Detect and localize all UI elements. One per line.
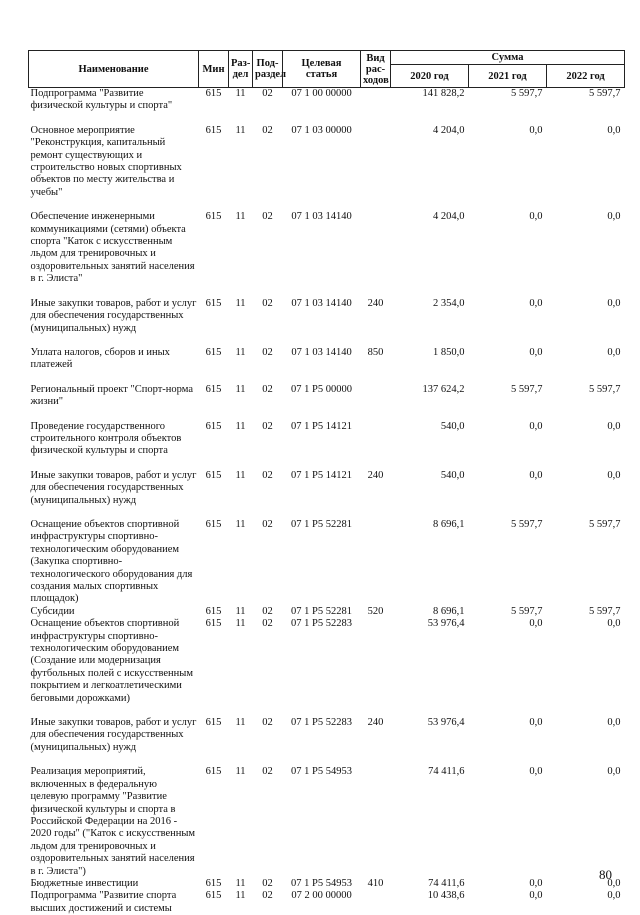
table-row <box>29 347 625 384</box>
cell-cel: 07 1 03 00000 <box>283 125 361 211</box>
table-row <box>29 384 625 421</box>
cell-podrazdel: 02 <box>253 298 283 347</box>
cell-sum-2020: 53 976,4 <box>391 717 469 766</box>
cell-podrazdel: 02 <box>253 421 283 470</box>
cell-min: 615 <box>199 88 229 125</box>
cell-vid <box>361 384 391 421</box>
cell-sum-2022: 0,0 <box>547 890 625 915</box>
cell-cel: 07 1 03 14140 <box>283 211 361 297</box>
cell-sum-2021: 0,0 <box>469 890 547 915</box>
cell-sum-2022: 0,0 <box>547 717 625 766</box>
cell-sum-2020: 53 976,4 <box>391 618 469 717</box>
cell-razdel: 11 <box>229 470 253 519</box>
cell-sum-2020: 540,0 <box>391 470 469 519</box>
cell-cel: 07 1 P5 00000 <box>283 384 361 421</box>
cell-sum-2021: 0,0 <box>469 211 547 297</box>
cell-vid <box>361 519 391 606</box>
cell-razdel: 11 <box>229 519 253 606</box>
cell-vid <box>361 890 391 915</box>
cell-sum-2022: 0,0 <box>547 211 625 297</box>
cell-sum-2021: 5 597,7 <box>469 384 547 421</box>
cell-min: 615 <box>199 766 229 878</box>
cell-cel: 07 1 P5 14121 <box>283 421 361 470</box>
budget-table-sheet <box>28 50 624 915</box>
cell-razdel: 11 <box>229 766 253 878</box>
cell-podrazdel: 02 <box>253 618 283 717</box>
cell-name: Реализация мероприятий, включенных в федеральную целевую программу "Развитие физической культуры и спорта в Российской Федерации на 2016 - 2020 годы" ("Каток с искусственным льдом для тренировочных и оздоровительных занятий населения в г. Элиста") <box>29 766 199 878</box>
cell-min: 615 <box>199 878 229 890</box>
cell-min: 615 <box>199 347 229 384</box>
cell-podrazdel: 02 <box>253 347 283 384</box>
cell-podrazdel: 02 <box>253 766 283 878</box>
header-min: Мин <box>199 51 229 88</box>
cell-cel: 07 1 03 14140 <box>283 347 361 384</box>
cell-sum-2020: 10 438,6 <box>391 890 469 915</box>
table-row <box>29 766 625 878</box>
table-row <box>29 421 625 470</box>
cell-razdel: 11 <box>229 878 253 890</box>
cell-name: Обеспечение инженерными коммуникациями (сетями) объекта спорта "Каток с искусственным льдом для тренировочных и оздоровительных занятий населения в г. Элиста" <box>29 211 199 297</box>
cell-sum-2022: 0,0 <box>547 347 625 384</box>
cell-vid: 410 <box>361 878 391 890</box>
cell-min: 615 <box>199 384 229 421</box>
cell-cel: 07 1 P5 52283 <box>283 717 361 766</box>
cell-sum-2020: 8 696,1 <box>391 519 469 606</box>
cell-sum-2021: 0,0 <box>469 470 547 519</box>
cell-sum-2021: 0,0 <box>469 618 547 717</box>
cell-vid: 240 <box>361 717 391 766</box>
cell-razdel: 11 <box>229 88 253 125</box>
cell-sum-2020: 4 204,0 <box>391 125 469 211</box>
header-year-2021: 2021 год <box>469 65 547 88</box>
cell-podrazdel: 02 <box>253 211 283 297</box>
cell-sum-2020: 74 411,6 <box>391 766 469 878</box>
table-row <box>29 717 625 766</box>
cell-sum-2022: 0,0 <box>547 125 625 211</box>
cell-sum-2020: 8 696,1 <box>391 606 469 618</box>
cell-sum-2020: 137 624,2 <box>391 384 469 421</box>
header-name: Наименование <box>29 51 199 88</box>
cell-cel: 07 1 P5 54953 <box>283 878 361 890</box>
cell-min: 615 <box>199 618 229 717</box>
cell-razdel: 11 <box>229 717 253 766</box>
cell-sum-2021: 0,0 <box>469 347 547 384</box>
budget-table <box>28 50 625 915</box>
cell-sum-2021: 0,0 <box>469 298 547 347</box>
cell-razdel: 11 <box>229 298 253 347</box>
cell-vid: 850 <box>361 347 391 384</box>
cell-vid <box>361 211 391 297</box>
cell-sum-2021: 5 597,7 <box>469 519 547 606</box>
cell-sum-2022: 5 597,7 <box>547 606 625 618</box>
cell-name: Субсидии <box>29 606 199 618</box>
cell-sum-2022: 5 597,7 <box>547 88 625 125</box>
cell-name: Проведение государственного строительного контроля объектов физической культуры и спорта <box>29 421 199 470</box>
table-row <box>29 618 625 717</box>
cell-vid: 240 <box>361 470 391 519</box>
header-podrazdel: Под-раздел <box>253 51 283 88</box>
cell-min: 615 <box>199 606 229 618</box>
cell-vid <box>361 88 391 125</box>
cell-cel: 07 1 P5 54953 <box>283 766 361 878</box>
cell-name: Иные закупки товаров, работ и услуг для обеспечения государственных (муниципальных) нужд <box>29 470 199 519</box>
cell-sum-2020: 4 204,0 <box>391 211 469 297</box>
cell-name: Оснащение объектов спортивной инфраструктуры спортивно-технологическим оборудованием (Закупка спортивно-технологического оборудования для создания малых спортивных площадок) <box>29 519 199 606</box>
cell-sum-2021: 5 597,7 <box>469 88 547 125</box>
cell-sum-2021: 5 597,7 <box>469 606 547 618</box>
cell-razdel: 11 <box>229 618 253 717</box>
cell-razdel: 11 <box>229 211 253 297</box>
header-vid: Вид рас-ходов <box>361 51 391 88</box>
cell-sum-2022: 0,0 <box>547 298 625 347</box>
cell-min: 615 <box>199 298 229 347</box>
cell-sum-2022: 0,0 <box>547 878 625 890</box>
table-row <box>29 88 625 125</box>
cell-min: 615 <box>199 717 229 766</box>
header-cel: Целевая статья <box>283 51 361 88</box>
table-row <box>29 890 625 915</box>
cell-name: Подпрограмма "Развитие физической культуры и спорта" <box>29 88 199 125</box>
cell-sum-2021: 0,0 <box>469 125 547 211</box>
cell-razdel: 11 <box>229 421 253 470</box>
table-row <box>29 519 625 606</box>
cell-podrazdel: 02 <box>253 125 283 211</box>
cell-podrazdel: 02 <box>253 878 283 890</box>
cell-name: Уплата налогов, сборов и иных платежей <box>29 347 199 384</box>
table-row <box>29 211 625 297</box>
cell-podrazdel: 02 <box>253 606 283 618</box>
header-year-2020: 2020 год <box>391 65 469 88</box>
table-row <box>29 606 625 618</box>
cell-name: Региональный проект "Спорт-норма жизни" <box>29 384 199 421</box>
header-summa: Сумма <box>391 51 625 65</box>
cell-vid <box>361 618 391 717</box>
cell-name: Иные закупки товаров, работ и услуг для обеспечения государственных (муниципальных) нужд <box>29 717 199 766</box>
cell-min: 615 <box>199 470 229 519</box>
cell-cel: 07 1 P5 14121 <box>283 470 361 519</box>
cell-name: Подпрограмма "Развитие спорта высших достижений и системы <box>29 890 199 915</box>
cell-podrazdel: 02 <box>253 890 283 915</box>
cell-razdel: 11 <box>229 125 253 211</box>
cell-podrazdel: 02 <box>253 384 283 421</box>
cell-sum-2020: 141 828,2 <box>391 88 469 125</box>
cell-vid: 520 <box>361 606 391 618</box>
cell-cel: 07 1 03 14140 <box>283 298 361 347</box>
table-row <box>29 470 625 519</box>
cell-razdel: 11 <box>229 347 253 384</box>
cell-vid <box>361 766 391 878</box>
cell-name: Иные закупки товаров, работ и услуг для обеспечения государственных (муниципальных) нужд <box>29 298 199 347</box>
cell-vid <box>361 421 391 470</box>
cell-sum-2021: 0,0 <box>469 878 547 890</box>
cell-sum-2022: 0,0 <box>547 470 625 519</box>
cell-vid: 240 <box>361 298 391 347</box>
table-row <box>29 878 625 890</box>
cell-podrazdel: 02 <box>253 717 283 766</box>
header-year-2022: 2022 год <box>547 65 625 88</box>
table-header <box>29 51 625 88</box>
cell-cel: 07 1 P5 52283 <box>283 618 361 717</box>
cell-vid <box>361 125 391 211</box>
cell-name: Бюджетные инвестиции <box>29 878 199 890</box>
cell-sum-2021: 0,0 <box>469 421 547 470</box>
cell-razdel: 11 <box>229 384 253 421</box>
page-number: 80 <box>599 867 612 883</box>
cell-sum-2020: 2 354,0 <box>391 298 469 347</box>
cell-razdel: 11 <box>229 890 253 915</box>
table-body <box>29 88 625 915</box>
cell-sum-2021: 0,0 <box>469 766 547 878</box>
cell-sum-2022: 0,0 <box>547 421 625 470</box>
cell-sum-2020: 74 411,6 <box>391 878 469 890</box>
cell-podrazdel: 02 <box>253 470 283 519</box>
cell-min: 615 <box>199 890 229 915</box>
cell-min: 615 <box>199 125 229 211</box>
cell-cel: 07 1 00 00000 <box>283 88 361 125</box>
cell-min: 615 <box>199 421 229 470</box>
header-razdel: Раз-дел <box>229 51 253 88</box>
cell-cel: 07 1 P5 52281 <box>283 606 361 618</box>
table-row <box>29 125 625 211</box>
cell-min: 615 <box>199 519 229 606</box>
cell-podrazdel: 02 <box>253 88 283 125</box>
cell-sum-2022: 5 597,7 <box>547 384 625 421</box>
cell-cel: 07 1 P5 52281 <box>283 519 361 606</box>
cell-sum-2021: 0,0 <box>469 717 547 766</box>
cell-razdel: 11 <box>229 606 253 618</box>
cell-min: 615 <box>199 211 229 297</box>
cell-sum-2020: 540,0 <box>391 421 469 470</box>
cell-podrazdel: 02 <box>253 519 283 606</box>
cell-name: Основное мероприятие "Реконструкция, капитальный ремонт существующих и строительство новых спортивных объектов по месту жительства и учебы" <box>29 125 199 211</box>
cell-name: Оснащение объектов спортивной инфраструктуры спортивно-технологическим оборудованием (Создание или модернизация футбольных полей с искусственным покрытием и легкоатлетическими беговыми дорожками) <box>29 618 199 717</box>
cell-sum-2022: 0,0 <box>547 618 625 717</box>
cell-sum-2022: 0,0 <box>547 766 625 878</box>
table-row <box>29 298 625 347</box>
cell-sum-2020: 1 850,0 <box>391 347 469 384</box>
cell-cel: 07 2 00 00000 <box>283 890 361 915</box>
cell-sum-2022: 5 597,7 <box>547 519 625 606</box>
